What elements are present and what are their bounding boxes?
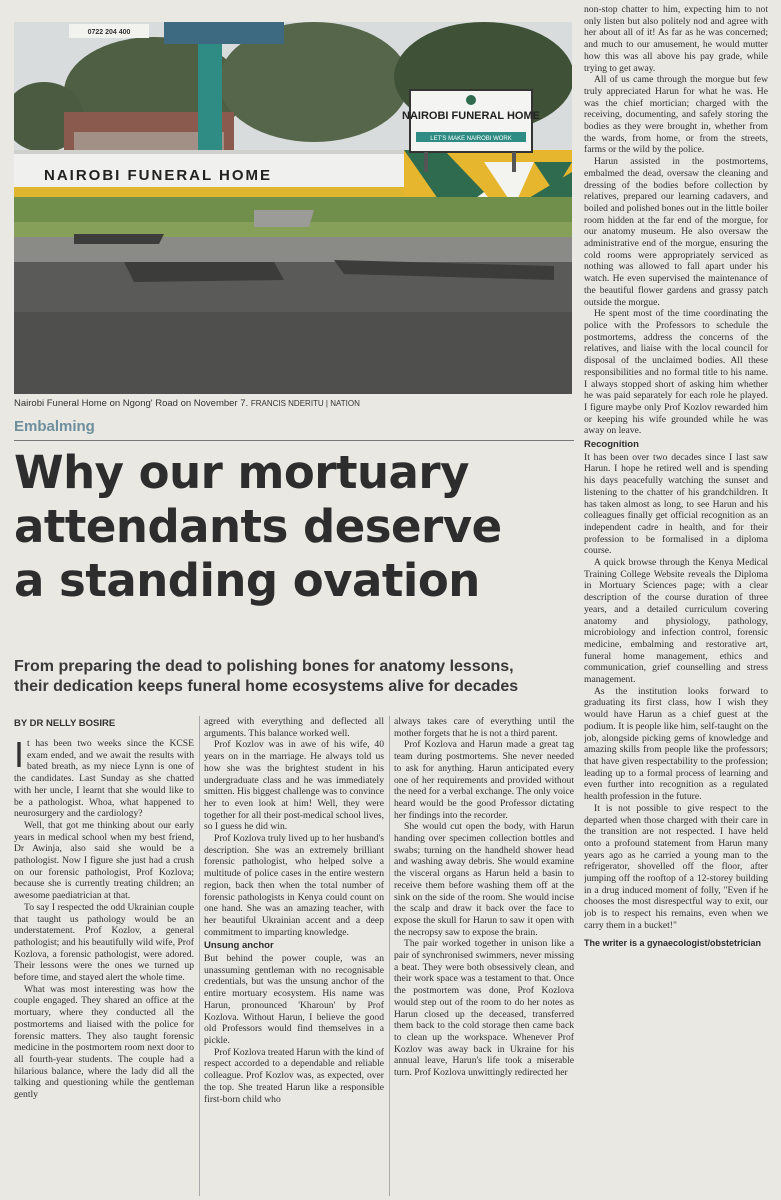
article-column-4 [584,4,768,1193]
headline-line-3: a standing ovation [14,554,480,607]
paragraph: Prof Kozlova treated Harun with the kind of respect accorded to a dependable and reliable colleague. Prof Kozlov was, as expected, over the top. She treated Harun like a responsible first-born child who [204,1046,384,1105]
phone-sign-text: 0722 204 400 [87,29,131,36]
paragraph: Prof Kozlova and Harun made a great tag team during postmortems. She never needed to ask for anything. Harun anticipated every one of her requirements and provided without the need for a verbal exchange. The only voice heard would be the good Professor dictating her findings into the recorder. [394,739,574,821]
headline [14,446,574,608]
headline-line-1: Why our mortuary [14,446,469,499]
kicker-divider [14,440,574,441]
signboard-subtitle: LET'S MAKE NAIROBI WORK [430,136,512,142]
paragraph: As the institution looks forward to graduating its first class, how I wish they would have Harun as a chief guest at the podium. It is people like him, self-taught on the job, alongside picking gems of knowledge and amazing skills from people like the professors; that have given respectability to the profession; leading up to a formal process of learning and even further into recognition as a regulated health profession in the future. [584,685,768,803]
article-column-3 [394,716,574,1193]
paragraph: It has been over two decades since I last saw Harun. I hope he retired well and is spending his days peacefully watching the sunset and listening to the chatter of his grandchildren. It has taken almost as long, to see Harun and his colleagues finally get official recognition as an independent cadre in health, and for their profession to be formalised in a diploma course. [584,451,768,557]
paragraph: Prof Kozlov was in awe of his wife, 40 years on in the marriage. He always told us how she was the brightest student in his undergraduate class and he was immediately smitten. His biggest challenge was to convince her to even look at him! Well, they were together for all their post-medical school lives, so I guess he did win. [204,739,384,833]
wall-sign-text: NAIROBI FUNERAL HOME [44,167,273,184]
paragraph: All of us came through the morgue but few truly appreciated Harun for what he was. He was the chief mortician; charged with the receiving, documenting, and safely storing the bodies as they were brought in, whether from the wards, from home, or from the streets, farms or the wild by the police. [584,74,768,156]
paragraph: To say I respected the odd Ukrainian couple that taught us pathology would be an understatement. Prof Kozlov, a general pathologist; and his beautifully wild wife, Prof Kozlova, a forensic pathologist, were adored. Their lessons were the ones we turned up before time, and stayed alert the whole time. [14,901,194,984]
funeral-home-photo [14,22,572,394]
standfirst-line-2: their dedication keeps funeral home ecosystems alive for decades [14,678,519,695]
paragraph: non-stop chatter to him, expecting him to not only listen but also politely nod and agree with her about all of it! As far as he was concerned; and much to our amusement, he would mutter how this was all above his pay grade, while trying to get away. [584,4,768,74]
headline-line-2: attendants deserve [14,500,502,553]
byline: BY DR NELLY BOSIRE [14,718,116,729]
paragraph: agreed with everything and deflected all arguments. This balance worked well. [204,716,384,739]
paragraph: It is not possible to give respect to the departed when those charged with their care in the transition are not respected. I have held onto a profound statement from Harun many years ago as he carried a young man to the refrigerator, shovelled off the floor, after jumping off the rooftop of a 12-storey building in a drug induced moment of folly, "Even if he chooses the most disrespectful way to exit, our job is to respect his remains, even when we carry them in a bucket!" [584,802,768,931]
author-note: The writer is a gynaecologist/obstetrician [584,937,762,948]
signboard-title: NAIROBI FUNERAL HOME [402,110,540,122]
paragraph: always takes care of everything until the mother forgets that he is not a third parent. [394,716,574,739]
paragraph: Well, that got me thinking about our early years in medical school when my best friend, Dr Awinja, also said she would be a pathologist. Now I figure she just had a crush on our forensic pathologist, Prof Kozlova; because she is currently treating children; an awesome paediatrician at that. [14,819,194,902]
paragraph: What was most interesting was how the couple engaged. They shared an office at the mortuary, where they conducted all the postmortems and liaised with the police for forensic matters. They also taught forensic medicine in the postmortem room next door to all fourth-year students. The couple had a hilarious balance, where the lady did all the talking and questioning while the gentleman gently [14,983,194,1101]
article-column-2 [204,716,384,1193]
column-divider [199,716,200,1196]
standfirst [14,657,574,697]
caption-credit: FRANCIS NDERITU | NATION [250,399,360,408]
paragraph: Prof Kozlova truly lived up to her husband's description. She was an extremely brilliant forensic pathologist, who helped solve a multitude of police cases in the entire western region, back then when the total number of forensic pathologists in Kenya could count on one hand. She was an amazing teacher, with her beautiful Ukrainian accent and a deep commitment to imparting knowledge. [204,833,384,938]
paragraph: The pair worked together in unison like a pair of synchronised swimmers, never missing a beat. They were both obsessively clean, and their work space was a testament to that. Once the postmortem was done, Prof Kozlova would step out of the room to do her notes as Harun closed up the deceased, transferred them back to the cold storage then came back to clean up the workspace. Whenever Prof Kozlov was away back in Ukraine for his annual leave, Harun's life took a miserable turn. Prof Kozlova unwittingly redirected her [394,938,574,1079]
paragraph: She would cut open the body, with Harun handing over specimen collection bottles and swabs; turning on the handheld shower head and washing away debris. She would examine the visceral organs as Harun held a basin to receive them before washing them off at the sink on the side of the room. She would incise the scalp and draw it back over the face to expose the skull for Harun to saw it open with the necropsy saw to expose the brain. [394,821,574,938]
column-divider [389,716,390,1196]
paragraph: He spent most of the time coordinating the police with the Professors to schedule the postmortems, address the concerns of the relatives, and liaise with the local council for disposal of the unclaimed bodies. All these responsibilities and no formal title to his name. I always stopped short of asking him whether he was paid separately for each role he played. I figure maybe only Prof Kozlov rewarded him or keeping his wife grounded while he was away on leave. [584,308,768,437]
subheading: Recognition [584,439,639,451]
paragraph: It has been two weeks since the KCSE exam ended, and we await the results with bated breath, as my niece Lynn is one of the candidates. Last Sunday as she chatted with her uncle, I learnt that she would like to be a pathologist. Whoa, what happened to neurosurgery and the cardiology? [14,738,194,820]
article-column-1 [14,738,194,1193]
paragraph: But behind the power couple, was an unassuming gentleman with no recognisable credentials, but was the unsung anchor of the entire mortuary ecosystem. His name was Harun, pronounced 'Kharoun' by Prof Kozlova. Without Harun, I believe the good old Professors would find themselves in a pickle. [204,953,384,1046]
section-kicker: Embalming [14,418,95,435]
photo-caption [14,398,574,409]
paragraph: A quick browse through the Kenya Medical Training College Website reveals the Diploma in Mortuary Sciences page; with a clear description of the course duration of three years, and a detailed curriculum covering anatomy and physiology, pathology, microbiology and infection control, forensic medicine, embalming and restorative art, funeral home management, ethics and communication, grief counselling and stress management. [584,557,768,686]
caption-text: Nairobi Funeral Home on Ngong' Road on November 7. [14,398,249,409]
drop-cap: I [14,738,25,775]
paragraph: Harun assisted in the postmortems, embalmed the dead, oversaw the cleaning and dressing of the bodies before collection by relatives, prepared our learning cadavers, and boiled and polished bones out in the little boiler room hidden at the far end of the morgue, for our anatomy museum. He also oversaw the administrative end of the morgue, ensuring the cold rooms were appropriately serviced as nothing was allowed to fall apart under his watch. He even supervised the maintenance of the beautiful flower gardens and grassy patch outside the morgue. [584,156,768,308]
article-photo [14,22,572,394]
subheading: Unsung anchor [204,940,274,952]
standfirst-line-1: From preparing the dead to polishing bones for anatomy lessons, [14,658,514,675]
